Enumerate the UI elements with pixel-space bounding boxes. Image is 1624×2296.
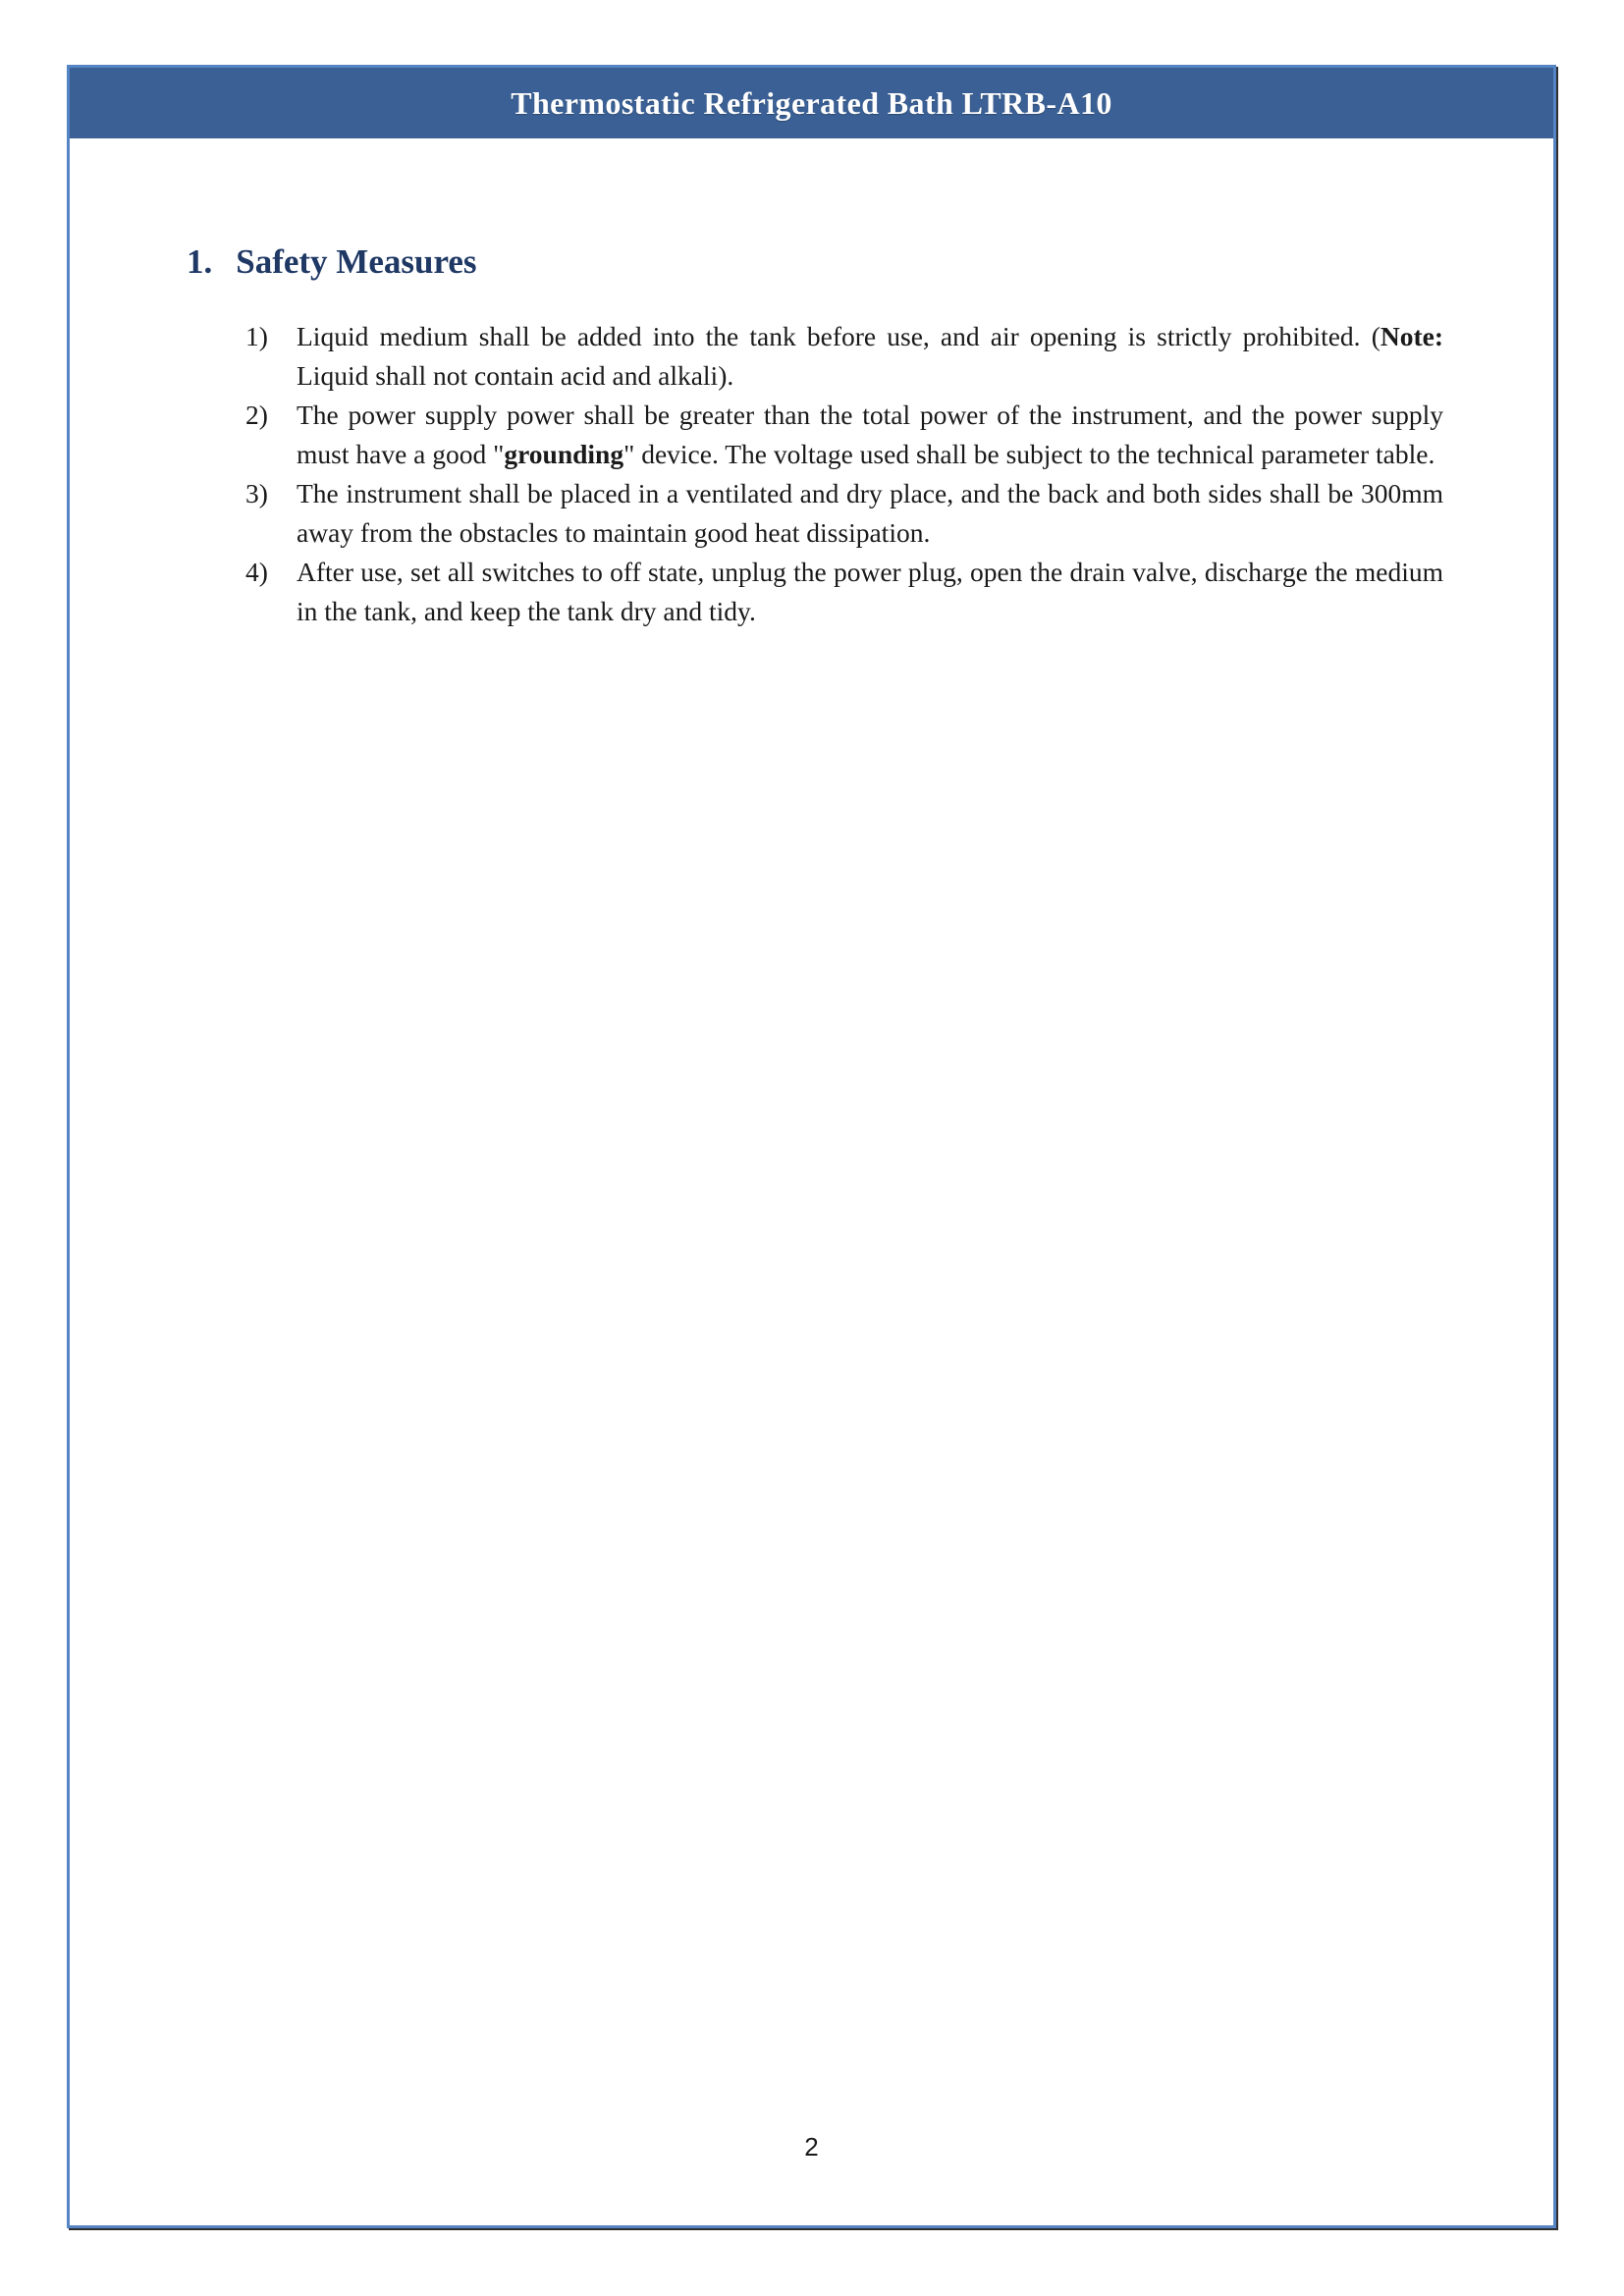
- safety-list: [70, 317, 1553, 631]
- page-header-banner: [70, 68, 1553, 138]
- list-item-text: Liquid medium shall be added into the tank before use, and air opening is strictly prohibited. (Note: Liquid shall not contain acid and alkali).: [297, 321, 1443, 391]
- document-page: [67, 65, 1556, 2228]
- section-number: 1.: [187, 242, 213, 281]
- document-title: Thermostatic Refrigerated Bath LTRB-A10: [511, 84, 1112, 121]
- section-heading: [70, 242, 1553, 282]
- list-item: [245, 396, 1443, 474]
- section-title: Safety Measures: [236, 242, 477, 281]
- list-item-marker: 2): [245, 400, 268, 430]
- list-item: [245, 474, 1443, 553]
- list-item-marker: 4): [245, 557, 268, 587]
- list-item: [245, 553, 1443, 631]
- page-number: 2: [804, 2132, 819, 2162]
- list-item: [245, 317, 1443, 396]
- list-item-text: After use, set all switches to off state, unplug the power plug, open the drain valve, discharge the medium in the tank, and keep the tank dry and tidy.: [297, 557, 1443, 626]
- list-item-marker: 1): [245, 321, 268, 351]
- list-item-text: The power supply power shall be greater than the total power of the instrument, and the power supply must have a good "grounding" device. The voltage used shall be subject to the technical parameter table.: [297, 400, 1443, 469]
- list-item-marker: 3): [245, 478, 268, 508]
- list-item-text: The instrument shall be placed in a ventilated and dry place, and the back and both sides shall be 300mm away from the obstacles to maintain good heat dissipation.: [297, 478, 1443, 548]
